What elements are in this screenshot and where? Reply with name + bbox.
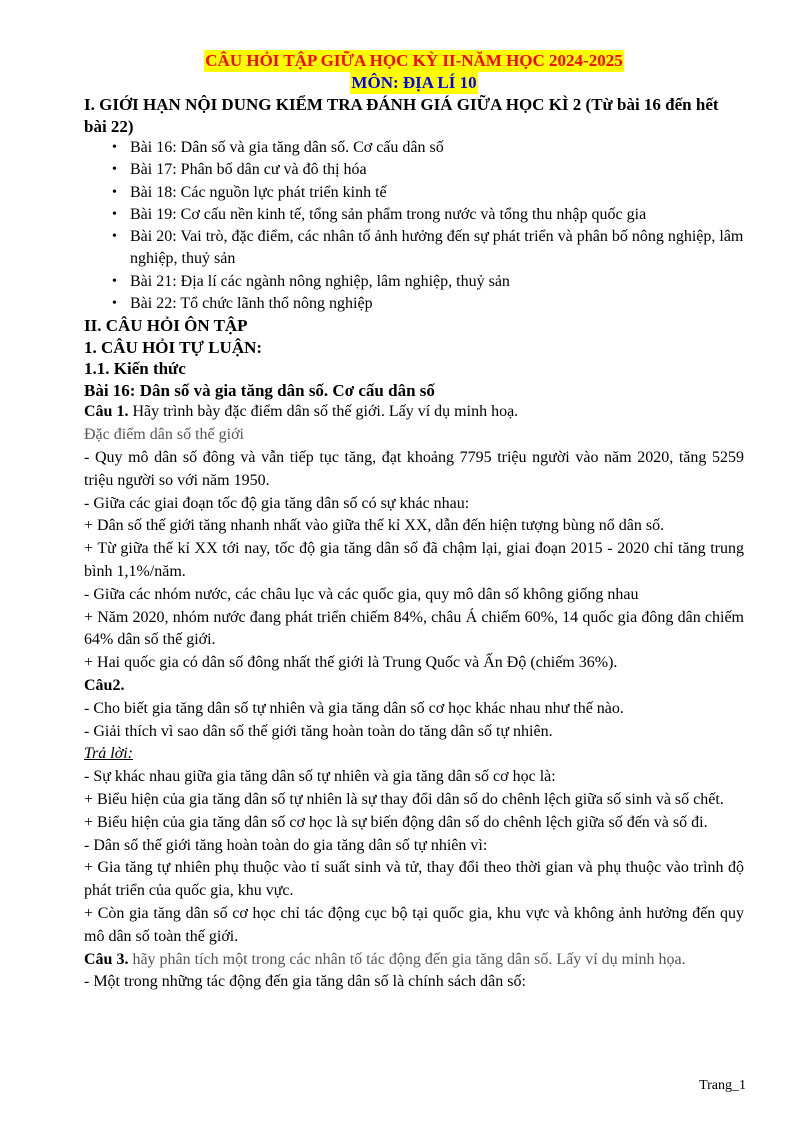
lesson-item: • Bài 20: Vai trò, đặc điểm, các nhân tố ảnh hưởng đến sự phát triển và phân bố nông nghiệp, lâm nghiệp, thuỷ sản — [130, 226, 744, 271]
question-line: - Cho biết gia tăng dân số tự nhiên và gia tăng dân số cơ học khác nhau như thế nào. — [84, 699, 624, 717]
title-block — [84, 50, 744, 72]
essay-heading: 1. CÂU HỎI TỰ LUẬN: — [84, 337, 263, 357]
question-1 — [84, 401, 744, 424]
answer-line: + Từ giữa thế kỉ XX tới nay, tốc độ gia tăng dân số đã chậm lại, giai đoạn 2015 - 2020 chỉ tăng trung bình 1,1%/năm. — [84, 540, 744, 580]
lesson-item: • Bài 17: Phân bố dân cư và đô thị hóa — [130, 159, 744, 181]
knowledge-heading: 1.1. Kiến thức — [84, 359, 186, 379]
subject-block — [84, 72, 744, 94]
lesson16-heading: Bài 16: Dân số và gia tăng dân số. Cơ cấu dân số — [84, 380, 435, 400]
lesson-list — [84, 137, 744, 315]
answer-line: + Năm 2020, nhóm nước đang phát triển chiếm 84%, châu Á chiếm 60%, 14 quốc gia đông dân chiếm 64% dân số thế giới. — [84, 608, 744, 649]
lesson-item: • Bài 16: Dân số và gia tăng dân số. Cơ cấu dân số — [130, 137, 744, 159]
answer-line: + Biểu hiện của gia tăng dân số tự nhiên là sự thay đổi dân số do chênh lệch giữa số sinh và số chết. — [84, 790, 724, 808]
section2-heading: II. CÂU HỎI ÔN TẬP — [84, 316, 248, 336]
question-1-label: Câu 1. — [84, 403, 129, 421]
answer-label — [84, 743, 744, 766]
answer-line: - Một trong những tác động đến gia tăng dân số là chính sách dân số: — [84, 973, 526, 991]
lesson-item: • Bài 22: Tổ chức lãnh thổ nông nghiệp — [130, 293, 744, 315]
answer-line: + Hai quốc gia có dân số đông nhất thế giới là Trung Quốc và Ấn Độ (chiếm 36%). — [84, 654, 618, 672]
question-3-text: hãy phân tích một trong các nhân tố tác động đến gia tăng dân số. Lấy ví dụ minh họa. — [128, 950, 686, 968]
answer-line: - Dân số thế giới tăng hoàn toàn do gia tăng dân số tự nhiên vì: — [84, 836, 488, 854]
question-3 — [84, 949, 744, 972]
answer-line: - Quy mô dân số đông và vẫn tiếp tục tăng, đạt khoảng 7795 triệu người vào năm 2020, tăng 5259 triệu người so với năm 1950. — [84, 448, 744, 489]
subject-title: MÔN: ĐỊA LÍ 10 — [351, 73, 477, 92]
answer-line: + Dân số thế giới tăng nhanh nhất vào giữa thế kỉ XX, dẫn đến hiện tượng bùng nổ dân số. — [84, 517, 665, 535]
lesson-item: • Bài 21: Địa lí các ngành nông nghiệp, lâm nghiệp, thuỷ sản — [130, 271, 744, 293]
document-page — [84, 50, 744, 994]
answer-line: + Gia tăng tự nhiên phụ thuộc vào tỉ suất sinh và tử, thay đổi theo thời gian và phụ thuộc vào trình độ phát triển của quốc gia, khu vực. — [84, 859, 744, 900]
answer-label-text: Trả lời: — [84, 745, 133, 763]
answer-line: - Giữa các giai đoạn tốc độ gia tăng dân số có sự khác nhau: — [84, 494, 470, 512]
question-1-subheading: Đặc điểm dân số thế giới — [84, 426, 244, 444]
question-2-label: Câu2. — [84, 676, 125, 694]
answer-line: - Giữa các nhóm nước, các châu lục và các quốc gia, quy mô dân số không giống nhau — [84, 585, 639, 603]
answer-line: + Còn gia tăng dân số cơ học chỉ tác động cục bộ tại quốc gia, khu vực và không ảnh hưởng đến quy mô dân số toàn thế giới. — [84, 904, 744, 945]
answer-line: - Sự khác nhau giữa gia tăng dân số tự nhiên và gia tăng dân số cơ học là: — [84, 768, 556, 786]
section1-heading: I. GIỚI HẠN NỘI DUNG KIỂM TRA ĐÁNH GIÁ GIỮA HỌC KÌ 2 (Từ bài 16 đến hết bài 22) — [84, 95, 719, 136]
question-3-label: Câu 3. — [84, 950, 129, 968]
lesson-item: • Bài 18: Các nguồn lực phát triển kinh tế — [130, 182, 744, 204]
answer-line: + Biểu hiện của gia tăng dân số cơ học là sự biến động dân số do chênh lệch giữa số đến và số đi. — [84, 813, 708, 831]
document-title: CÂU HỎI TẬP GIỮA HỌC KỲ II-NĂM HỌC 2024-2025 — [205, 51, 623, 70]
question-line: - Giải thích vì sao dân số thế giới tăng hoàn toàn do tăng dân số tự nhiên. — [84, 722, 553, 740]
page-number: Trang_1 — [699, 1078, 746, 1093]
lesson-item: • Bài 19: Cơ cấu nền kinh tế, tổng sản phẩm trong nước và tổng thu nhập quốc gia — [130, 204, 744, 226]
question-1-text: Hãy trình bày đặc điểm dân số thế giới. Lấy ví dụ minh hoạ. — [128, 403, 519, 421]
